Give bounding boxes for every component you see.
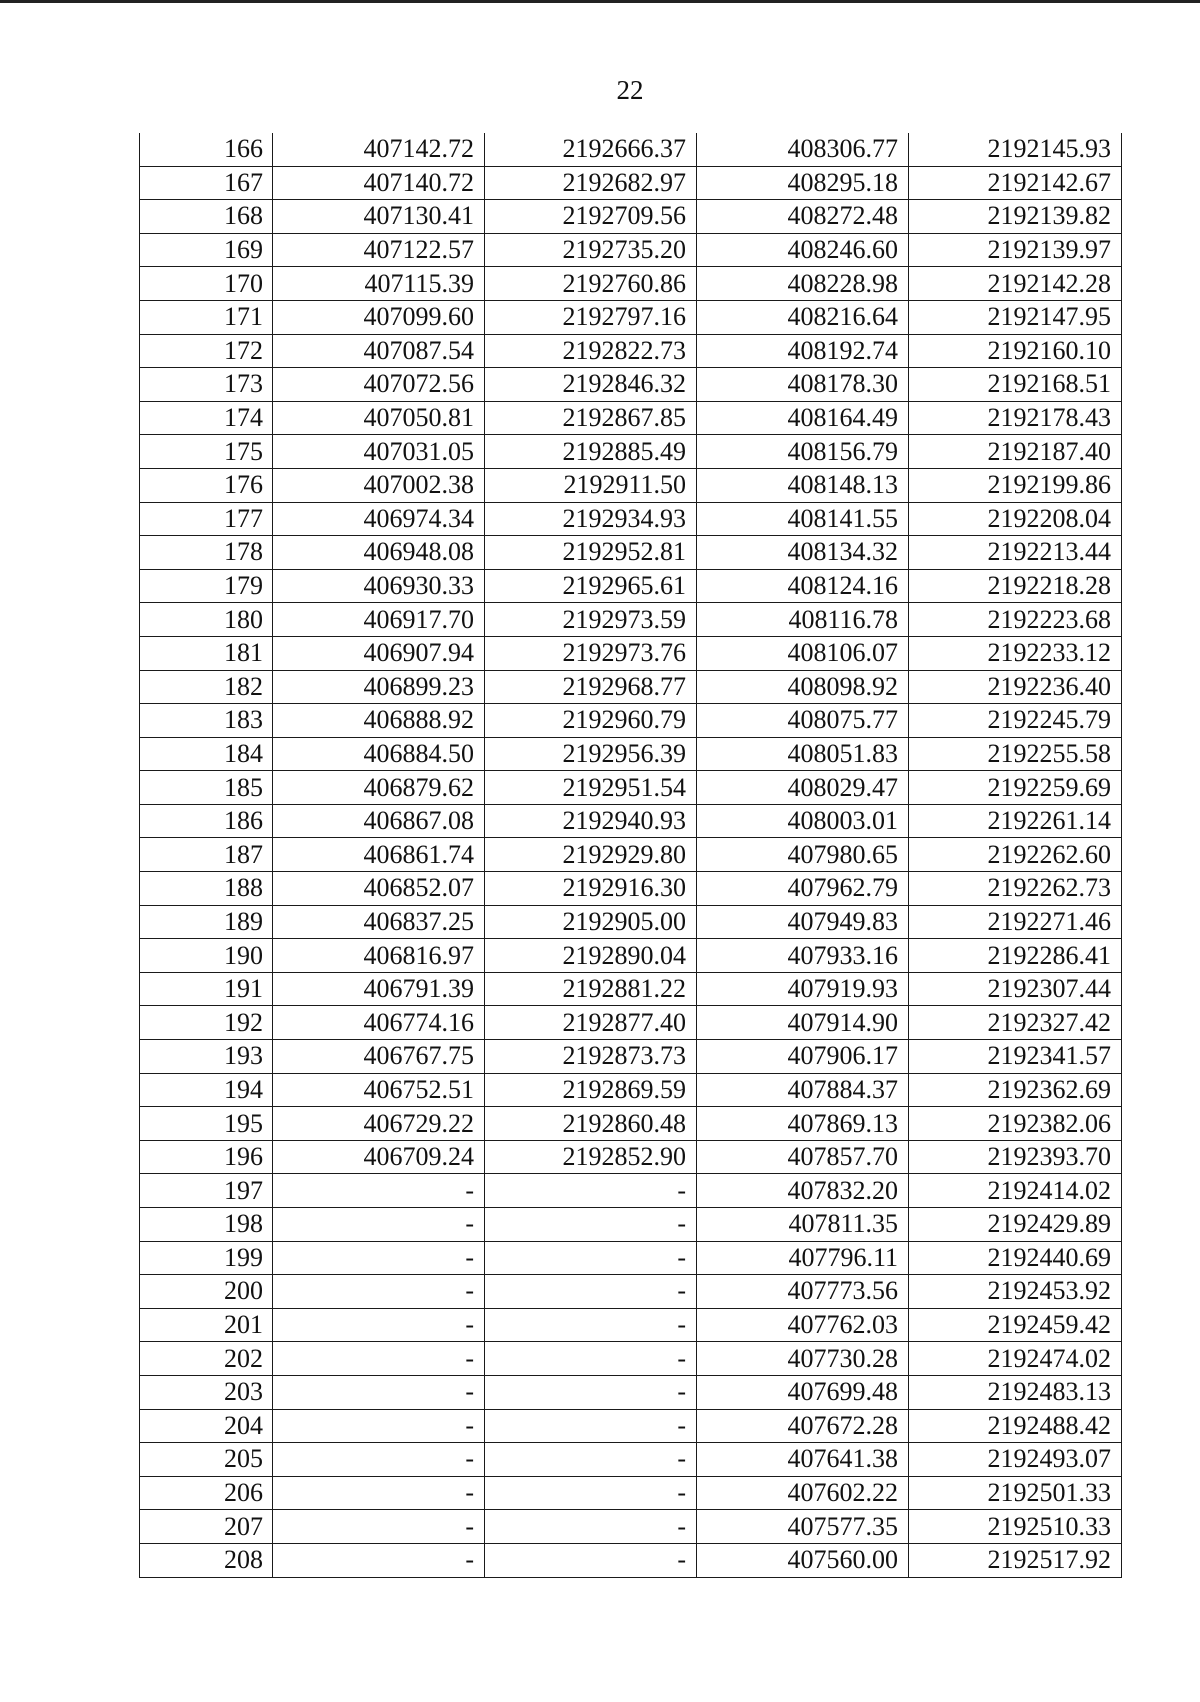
- y2-cell: 2192139.82: [909, 200, 1122, 234]
- x2-cell: 407699.48: [697, 1375, 909, 1409]
- y1-cell: 2192760.86: [485, 267, 697, 301]
- x1-cell: 406974.34: [273, 502, 485, 536]
- x1-cell: -: [273, 1342, 485, 1376]
- point-number-cell: 179: [140, 569, 273, 603]
- y1-cell: 2192968.77: [485, 670, 697, 704]
- x2-cell: 408148.13: [697, 468, 909, 502]
- x1-cell: 407115.39: [273, 267, 485, 301]
- x2-cell: 407832.20: [697, 1174, 909, 1208]
- point-number-cell: 169: [140, 233, 273, 267]
- x1-cell: 406767.75: [273, 1040, 485, 1074]
- point-number-cell: 171: [140, 300, 273, 334]
- x1-cell: -: [273, 1375, 485, 1409]
- x1-cell: -: [273, 1241, 485, 1275]
- table-row: [140, 636, 1122, 670]
- y1-cell: 2192911.50: [485, 468, 697, 502]
- x1-cell: 406907.94: [273, 636, 485, 670]
- table-row: [140, 1174, 1122, 1208]
- y1-cell: 2192666.37: [485, 133, 697, 166]
- x1-cell: 407031.05: [273, 435, 485, 469]
- table-row: [140, 1073, 1122, 1107]
- y1-cell: 2192885.49: [485, 435, 697, 469]
- y1-cell: -: [485, 1275, 697, 1309]
- table-row: [140, 603, 1122, 637]
- y2-cell: 2192142.28: [909, 267, 1122, 301]
- table-row: [140, 1409, 1122, 1443]
- y2-cell: 2192139.97: [909, 233, 1122, 267]
- y1-cell: 2192846.32: [485, 368, 697, 402]
- x2-cell: 407884.37: [697, 1073, 909, 1107]
- x2-cell: 408134.32: [697, 536, 909, 570]
- y2-cell: 2192327.42: [909, 1006, 1122, 1040]
- y2-cell: 2192233.12: [909, 636, 1122, 670]
- table-row: [140, 737, 1122, 771]
- point-number-cell: 188: [140, 872, 273, 906]
- y2-cell: 2192488.42: [909, 1409, 1122, 1443]
- y2-cell: 2192501.33: [909, 1476, 1122, 1510]
- x2-cell: 408164.49: [697, 401, 909, 435]
- x2-cell: 407962.79: [697, 872, 909, 906]
- table-row: [140, 670, 1122, 704]
- table-row: [140, 1308, 1122, 1342]
- point-number-cell: 181: [140, 636, 273, 670]
- x1-cell: -: [273, 1510, 485, 1544]
- y1-cell: -: [485, 1476, 697, 1510]
- y1-cell: 2192682.97: [485, 166, 697, 200]
- x2-cell: 407933.16: [697, 939, 909, 973]
- y2-cell: 2192218.28: [909, 569, 1122, 603]
- x1-cell: -: [273, 1476, 485, 1510]
- y1-cell: 2192877.40: [485, 1006, 697, 1040]
- x1-cell: 406948.08: [273, 536, 485, 570]
- table-row: [140, 536, 1122, 570]
- y2-cell: 2192382.06: [909, 1107, 1122, 1141]
- y1-cell: 2192929.80: [485, 838, 697, 872]
- table-row: [140, 1275, 1122, 1309]
- x2-cell: 407773.56: [697, 1275, 909, 1309]
- x1-cell: -: [273, 1174, 485, 1208]
- x2-cell: 408124.16: [697, 569, 909, 603]
- y1-cell: 2192905.00: [485, 905, 697, 939]
- y1-cell: -: [485, 1543, 697, 1577]
- x1-cell: 406729.22: [273, 1107, 485, 1141]
- y2-cell: 2192261.14: [909, 804, 1122, 838]
- y2-cell: 2192160.10: [909, 334, 1122, 368]
- table-row: [140, 233, 1122, 267]
- x1-cell: -: [273, 1308, 485, 1342]
- point-number-cell: 195: [140, 1107, 273, 1141]
- x2-cell: 408246.60: [697, 233, 909, 267]
- point-number-cell: 182: [140, 670, 273, 704]
- y2-cell: 2192187.40: [909, 435, 1122, 469]
- table-row: [140, 435, 1122, 469]
- x1-cell: 406774.16: [273, 1006, 485, 1040]
- y1-cell: 2192890.04: [485, 939, 697, 973]
- x2-cell: 407602.22: [697, 1476, 909, 1510]
- table-row: [140, 267, 1122, 301]
- table-row: [140, 1476, 1122, 1510]
- point-number-cell: 184: [140, 737, 273, 771]
- point-number-cell: 172: [140, 334, 273, 368]
- x2-cell: 407811.35: [697, 1208, 909, 1242]
- y1-cell: 2192956.39: [485, 737, 697, 771]
- y1-cell: 2192934.93: [485, 502, 697, 536]
- x1-cell: 406837.25: [273, 905, 485, 939]
- point-number-cell: 204: [140, 1409, 273, 1443]
- x2-cell: 408306.77: [697, 133, 909, 166]
- table-row: [140, 1241, 1122, 1275]
- x2-cell: 408003.01: [697, 804, 909, 838]
- y2-cell: 2192307.44: [909, 972, 1122, 1006]
- x2-cell: 407949.83: [697, 905, 909, 939]
- y2-cell: 2192262.60: [909, 838, 1122, 872]
- x1-cell: 406752.51: [273, 1073, 485, 1107]
- x2-cell: 407869.13: [697, 1107, 909, 1141]
- table-row: [140, 1208, 1122, 1242]
- x2-cell: 407906.17: [697, 1040, 909, 1074]
- y1-cell: -: [485, 1342, 697, 1376]
- y1-cell: 2192951.54: [485, 771, 697, 805]
- x2-cell: 407577.35: [697, 1510, 909, 1544]
- y1-cell: -: [485, 1174, 697, 1208]
- y1-cell: 2192869.59: [485, 1073, 697, 1107]
- point-number-cell: 200: [140, 1275, 273, 1309]
- x1-cell: 406867.08: [273, 804, 485, 838]
- y2-cell: 2192223.68: [909, 603, 1122, 637]
- table-row: [140, 334, 1122, 368]
- y2-cell: 2192255.58: [909, 737, 1122, 771]
- table-row: [140, 1510, 1122, 1544]
- x2-cell: 407560.00: [697, 1543, 909, 1577]
- y2-cell: 2192213.44: [909, 536, 1122, 570]
- y1-cell: -: [485, 1375, 697, 1409]
- point-number-cell: 201: [140, 1308, 273, 1342]
- table-row: [140, 905, 1122, 939]
- x1-cell: 407142.72: [273, 133, 485, 166]
- point-number-cell: 167: [140, 166, 273, 200]
- x1-cell: 406861.74: [273, 838, 485, 872]
- table-row: [140, 133, 1122, 166]
- table-row: [140, 1342, 1122, 1376]
- x1-cell: 406888.92: [273, 704, 485, 738]
- point-number-cell: 189: [140, 905, 273, 939]
- y2-cell: 2192474.02: [909, 1342, 1122, 1376]
- x2-cell: 408116.78: [697, 603, 909, 637]
- y1-cell: -: [485, 1409, 697, 1443]
- table-row: [140, 1040, 1122, 1074]
- x1-cell: 406709.24: [273, 1140, 485, 1174]
- x1-cell: 407099.60: [273, 300, 485, 334]
- point-number-cell: 192: [140, 1006, 273, 1040]
- point-number-cell: 173: [140, 368, 273, 402]
- table-row: [140, 368, 1122, 402]
- point-number-cell: 185: [140, 771, 273, 805]
- y2-cell: 2192510.33: [909, 1510, 1122, 1544]
- y2-cell: 2192142.67: [909, 166, 1122, 200]
- point-number-cell: 186: [140, 804, 273, 838]
- point-number-cell: 203: [140, 1375, 273, 1409]
- point-number-cell: 206: [140, 1476, 273, 1510]
- point-number-cell: 208: [140, 1543, 273, 1577]
- y1-cell: 2192867.85: [485, 401, 697, 435]
- y1-cell: 2192916.30: [485, 872, 697, 906]
- point-number-cell: 183: [140, 704, 273, 738]
- y2-cell: 2192493.07: [909, 1443, 1122, 1477]
- y1-cell: -: [485, 1241, 697, 1275]
- y2-cell: 2192262.73: [909, 872, 1122, 906]
- y2-cell: 2192271.46: [909, 905, 1122, 939]
- y2-cell: 2192341.57: [909, 1040, 1122, 1074]
- table-row: [140, 771, 1122, 805]
- table-row: [140, 804, 1122, 838]
- x1-cell: 407050.81: [273, 401, 485, 435]
- x2-cell: 407730.28: [697, 1342, 909, 1376]
- point-number-cell: 198: [140, 1208, 273, 1242]
- x1-cell: 406917.70: [273, 603, 485, 637]
- table-row: [140, 972, 1122, 1006]
- coordinates-table-body: [140, 133, 1122, 1577]
- y2-cell: 2192453.92: [909, 1275, 1122, 1309]
- x2-cell: 408106.07: [697, 636, 909, 670]
- x2-cell: 407641.38: [697, 1443, 909, 1477]
- y1-cell: -: [485, 1308, 697, 1342]
- table-row: [140, 468, 1122, 502]
- y1-cell: 2192881.22: [485, 972, 697, 1006]
- table-row: [140, 1543, 1122, 1577]
- x2-cell: 408295.18: [697, 166, 909, 200]
- y2-cell: 2192199.86: [909, 468, 1122, 502]
- x1-cell: 406816.97: [273, 939, 485, 973]
- x2-cell: 408156.79: [697, 435, 909, 469]
- top-border-rule: [0, 0, 1200, 3]
- point-number-cell: 194: [140, 1073, 273, 1107]
- table-row: [140, 166, 1122, 200]
- table-row: [140, 569, 1122, 603]
- point-number-cell: 187: [140, 838, 273, 872]
- x1-cell: 407087.54: [273, 334, 485, 368]
- point-number-cell: 205: [140, 1443, 273, 1477]
- point-number-cell: 202: [140, 1342, 273, 1376]
- y2-cell: 2192440.69: [909, 1241, 1122, 1275]
- y1-cell: 2192860.48: [485, 1107, 697, 1141]
- table-row: [140, 200, 1122, 234]
- x2-cell: 408192.74: [697, 334, 909, 368]
- x1-cell: 406930.33: [273, 569, 485, 603]
- point-number-cell: 168: [140, 200, 273, 234]
- x1-cell: 407072.56: [273, 368, 485, 402]
- point-number-cell: 191: [140, 972, 273, 1006]
- y1-cell: 2192973.76: [485, 636, 697, 670]
- x2-cell: 408029.47: [697, 771, 909, 805]
- y1-cell: 2192965.61: [485, 569, 697, 603]
- point-number-cell: 178: [140, 536, 273, 570]
- table-row: [140, 1375, 1122, 1409]
- table-row: [140, 1107, 1122, 1141]
- x1-cell: -: [273, 1275, 485, 1309]
- y2-cell: 2192259.69: [909, 771, 1122, 805]
- point-number-cell: 207: [140, 1510, 273, 1544]
- y1-cell: 2192873.73: [485, 1040, 697, 1074]
- y2-cell: 2192429.89: [909, 1208, 1122, 1242]
- y2-cell: 2192362.69: [909, 1073, 1122, 1107]
- x2-cell: 408075.77: [697, 704, 909, 738]
- table-row: [140, 838, 1122, 872]
- point-number-cell: 196: [140, 1140, 273, 1174]
- y2-cell: 2192147.95: [909, 300, 1122, 334]
- x2-cell: 408051.83: [697, 737, 909, 771]
- y2-cell: 2192245.79: [909, 704, 1122, 738]
- y1-cell: 2192940.93: [485, 804, 697, 838]
- y2-cell: 2192393.70: [909, 1140, 1122, 1174]
- x2-cell: 408178.30: [697, 368, 909, 402]
- point-number-cell: 166: [140, 133, 273, 166]
- table-row: [140, 704, 1122, 738]
- y1-cell: 2192735.20: [485, 233, 697, 267]
- page-number: 22: [616, 75, 644, 105]
- x1-cell: 406884.50: [273, 737, 485, 771]
- y1-cell: 2192960.79: [485, 704, 697, 738]
- y1-cell: -: [485, 1443, 697, 1477]
- x1-cell: 407140.72: [273, 166, 485, 200]
- table-row: [140, 1140, 1122, 1174]
- x2-cell: 408098.92: [697, 670, 909, 704]
- y1-cell: -: [485, 1510, 697, 1544]
- x2-cell: 407672.28: [697, 1409, 909, 1443]
- y2-cell: 2192178.43: [909, 401, 1122, 435]
- x2-cell: 407919.93: [697, 972, 909, 1006]
- coordinates-table: [139, 133, 1122, 1578]
- x1-cell: -: [273, 1543, 485, 1577]
- point-number-cell: 176: [140, 468, 273, 502]
- x2-cell: 408216.64: [697, 300, 909, 334]
- x2-cell: 407980.65: [697, 838, 909, 872]
- x2-cell: 407914.90: [697, 1006, 909, 1040]
- y1-cell: 2192822.73: [485, 334, 697, 368]
- table-row: [140, 401, 1122, 435]
- y2-cell: 2192517.92: [909, 1543, 1122, 1577]
- point-number-cell: 174: [140, 401, 273, 435]
- x1-cell: -: [273, 1409, 485, 1443]
- y2-cell: 2192286.41: [909, 939, 1122, 973]
- y2-cell: 2192459.42: [909, 1308, 1122, 1342]
- table-row: [140, 1006, 1122, 1040]
- table-row: [140, 502, 1122, 536]
- table-row: [140, 300, 1122, 334]
- x2-cell: 408141.55: [697, 502, 909, 536]
- y1-cell: 2192952.81: [485, 536, 697, 570]
- y1-cell: 2192852.90: [485, 1140, 697, 1174]
- x1-cell: 407130.41: [273, 200, 485, 234]
- y2-cell: 2192483.13: [909, 1375, 1122, 1409]
- point-number-cell: 197: [140, 1174, 273, 1208]
- x2-cell: 407796.11: [697, 1241, 909, 1275]
- x1-cell: 406852.07: [273, 872, 485, 906]
- y2-cell: 2192208.04: [909, 502, 1122, 536]
- y2-cell: 2192236.40: [909, 670, 1122, 704]
- y2-cell: 2192414.02: [909, 1174, 1122, 1208]
- x1-cell: 406879.62: [273, 771, 485, 805]
- table-row: [140, 939, 1122, 973]
- x1-cell: -: [273, 1443, 485, 1477]
- table-row: [140, 1443, 1122, 1477]
- table-row: [140, 872, 1122, 906]
- x2-cell: 407857.70: [697, 1140, 909, 1174]
- x2-cell: 408272.48: [697, 200, 909, 234]
- y1-cell: 2192709.56: [485, 200, 697, 234]
- y1-cell: 2192973.59: [485, 603, 697, 637]
- point-number-cell: 193: [140, 1040, 273, 1074]
- x2-cell: 407762.03: [697, 1308, 909, 1342]
- point-number-cell: 175: [140, 435, 273, 469]
- y1-cell: -: [485, 1208, 697, 1242]
- x1-cell: 406899.23: [273, 670, 485, 704]
- x1-cell: 407122.57: [273, 233, 485, 267]
- x1-cell: 407002.38: [273, 468, 485, 502]
- y2-cell: 2192145.93: [909, 133, 1122, 166]
- x1-cell: 406791.39: [273, 972, 485, 1006]
- point-number-cell: 170: [140, 267, 273, 301]
- point-number-cell: 199: [140, 1241, 273, 1275]
- x1-cell: -: [273, 1208, 485, 1242]
- point-number-cell: 190: [140, 939, 273, 973]
- point-number-cell: 180: [140, 603, 273, 637]
- x2-cell: 408228.98: [697, 267, 909, 301]
- y1-cell: 2192797.16: [485, 300, 697, 334]
- point-number-cell: 177: [140, 502, 273, 536]
- y2-cell: 2192168.51: [909, 368, 1122, 402]
